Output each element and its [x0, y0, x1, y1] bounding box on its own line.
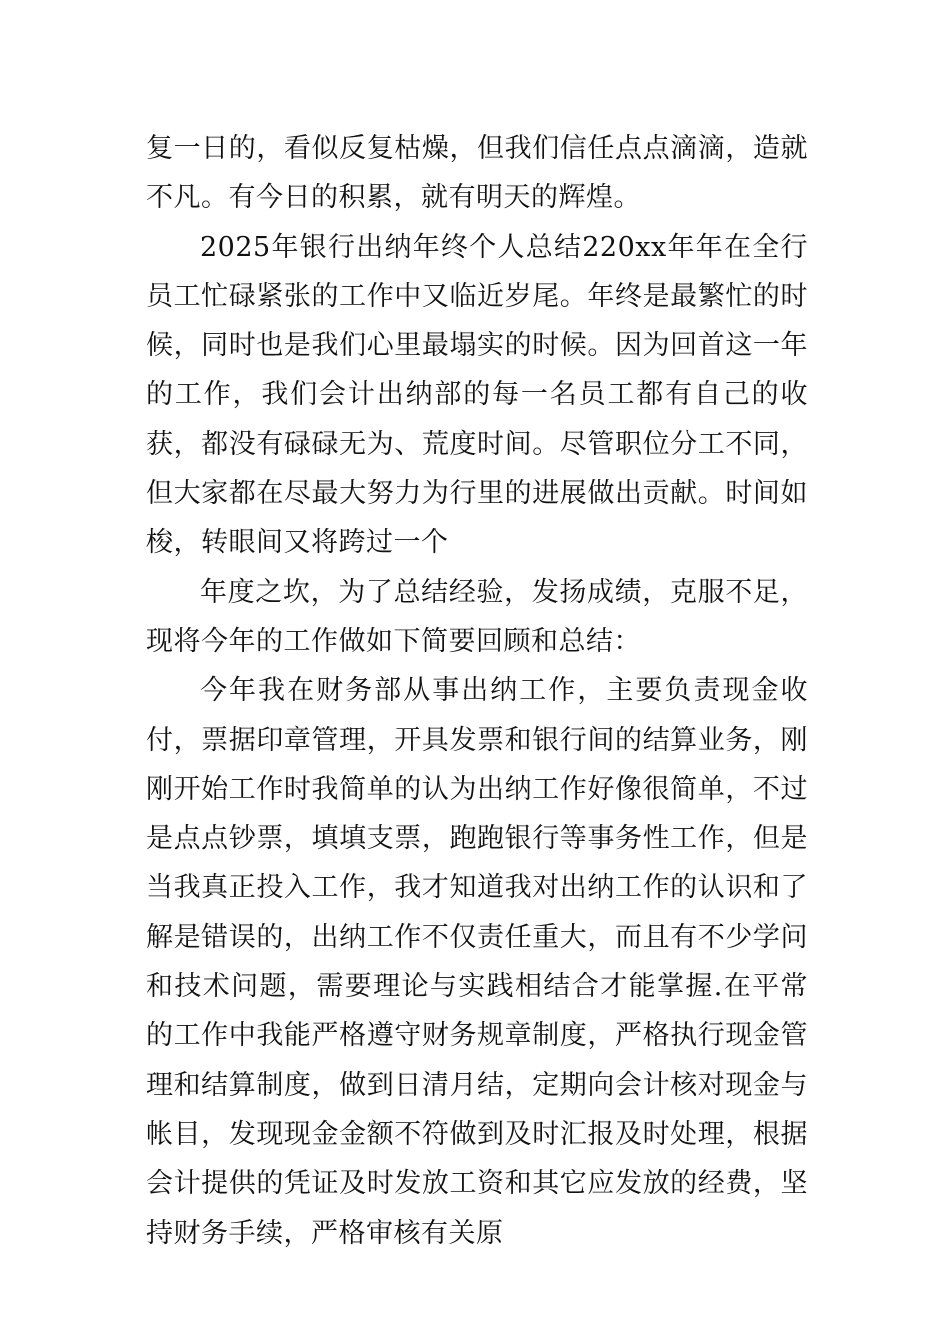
paragraph-review-intro: 年度之坎，为了总结经验，发扬成绩，克服不足，现将今年的工作做如下简要回顾和总结：	[146, 576, 808, 657]
paragraph-summary-intro: 2025年银行出纳年终个人总结220xx年年在全行员工忙碌紧张的工作中又临近岁尾。年终是最繁忙的时候，同时也是我们心里最塌实的时候。因为回首这一年的工作，我们会计出纳部的每一名员工都有自己的收获，都没有碌碌无为、荒度时间。尽管职位分工不同，但大家都在尽最大努力为行里的进展做出贡献。时间如梭，转眼间又将跨过一个	[146, 231, 808, 559]
paragraph-cashier-work: 今年我在财务部从事出纳工作，主要负责现金收付，票据印章管理，开具发票和银行间的结算业务，刚刚开始工作时我简单的认为出纳工作好像很简单，不过是点点钞票，填填支票，跑跑银行等事务性工作，但是当我真正投入工作，我才知道我对出纳工作的认识和了解是错误的，出纳工作不仅责任重大，而且有不少学问和技术问题，需要理论与实践相结合才能掌握.在平常的工作中我能严格遵守财务规章制度，严格执行现金管理和结算制度，做到日清月结，定期向会计核对现金与帐目，发现现金金额不符做到及时汇报及时处理，根据会计提供的凭证及时发放工资和其它应发放的经费，坚持财务手续，严格审核有关原	[146, 675, 808, 1249]
paragraph-continuation: 复一日的，看似反复枯燥，但我们信任点点滴滴，造就不凡。有今日的积累，就有明天的辉煌。	[146, 133, 808, 214]
document-body	[146, 124, 808, 1258]
